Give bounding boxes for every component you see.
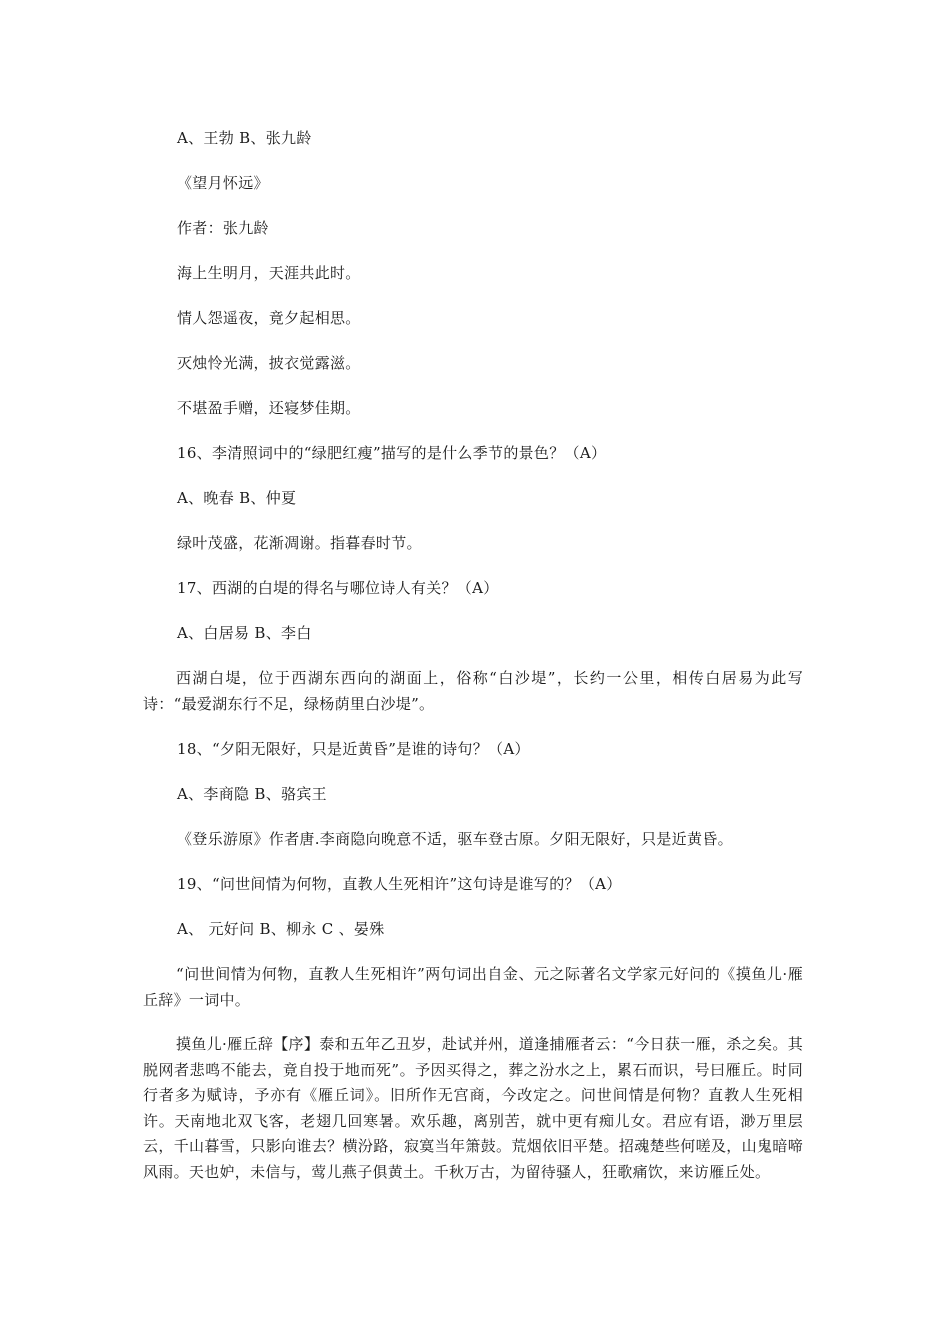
poem-title: 《望月怀远》 xyxy=(177,174,269,192)
explanation-17: 西湖白堤，位于西湖东西向的湖面上，俗称“白沙堤”，长约一公里，相传白居易为此写诗：“最爱湖东行不足，绿杨荫里白沙堤”。 xyxy=(143,669,803,713)
poem-verse-4: 不堪盈手赠，还寝梦佳期。 xyxy=(177,399,361,417)
poem-author: 作者：张九龄 xyxy=(177,219,269,237)
question-16: 16、李清照词中的“绿肥红瘦”描写的是什么季节的景色？（A） xyxy=(177,444,607,462)
explanation-18: 《登乐游原》作者唐.李商隐向晚意不适，驱车登古原。夕阳无限好，只是近黄昏。 xyxy=(177,830,733,848)
poem-verse-1: 海上生明月，天涯共此时。 xyxy=(177,264,361,282)
question-18: 18、“夕阳无限好，只是近黄昏”是谁的诗句？（A） xyxy=(177,740,530,758)
poem-full-text: 摸鱼儿·雁丘辞【序】泰和五年乙丑岁，赴试并州，道逢捕雁者云：“今日获一雁，杀之矣。其脱网者悲鸣不能去，竟自投于地而死”。予因买得之，葬之汾水之上，累石而识，号曰雁丘。时同行者多为赋诗，予亦有《雁丘词》。旧所作无宫商，今改定之。问世间情是何物？直教人生死相许。天南地北双飞客，老翅几回寒暑。欢乐趣，离别苦，就中更有痴儿女。君应有语，渺万里层云，千山暮雪，只影向谁去？横汾路，寂寞当年箫鼓。荒烟依旧平楚。招魂楚些何嗟及，山鬼暗啼风雨。天也妒，未信与，莺儿燕子俱黄土。千秋万古，为留待骚人，狂歌痛饮，来访雁丘处。 xyxy=(143,1035,803,1181)
question-17: 17、西湖的白堤的得名与哪位诗人有关？（A） xyxy=(177,579,499,597)
answer-options-18: A、李商隐 B、骆宾王 xyxy=(177,785,327,803)
answer-options-17: A、白居易 B、李白 xyxy=(177,624,312,642)
poem-verse-2: 情人怨遥夜，竟夕起相思。 xyxy=(177,309,361,327)
explanation-16: 绿叶茂盛，花渐凋谢。指暮春时节。 xyxy=(177,534,422,552)
answer-options-15: A、王勃 B、张九龄 xyxy=(177,129,312,147)
answer-options-19: A、 元好问 B、柳永 C 、晏殊 xyxy=(177,920,385,938)
explanation-19: “问世间情为何物，直教人生死相许”两句词出自金、元之际著名文学家元好问的《摸鱼儿·雁丘辞》一词中。 xyxy=(143,965,803,1009)
answer-options-16: A、晚春 B、仲夏 xyxy=(177,489,297,507)
question-19: 19、“问世间情为何物，直教人生死相许”这句诗是谁写的？（A） xyxy=(177,875,622,893)
poem-verse-3: 灭烛怜光满，披衣觉露滋。 xyxy=(177,354,361,372)
